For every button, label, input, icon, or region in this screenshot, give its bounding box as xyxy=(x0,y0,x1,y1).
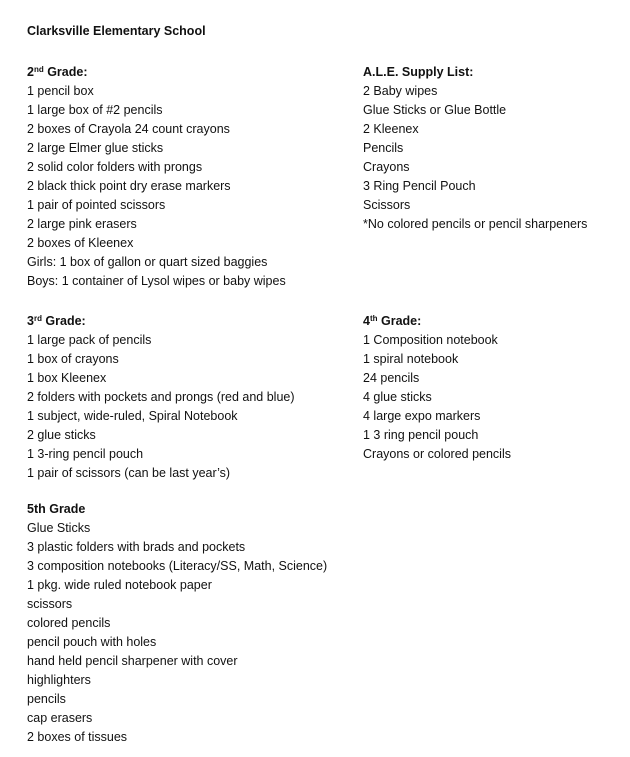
grade4-number: 4 xyxy=(363,314,370,328)
grade3-list xyxy=(27,331,295,483)
list-item: 4 large expo markers xyxy=(363,409,481,423)
list-item: 1 subject, wide-ruled, Spiral Notebook xyxy=(27,409,238,423)
grade2-label: Grade: xyxy=(43,65,88,79)
grade5-section xyxy=(27,500,327,747)
list-item: Glue Sticks or Glue Bottle xyxy=(363,103,507,117)
grade4-heading xyxy=(363,312,511,331)
grade5-heading: 5th Grade xyxy=(27,502,86,516)
list-item: 1 3 ring pencil pouch xyxy=(363,428,479,442)
grade2-heading xyxy=(27,63,286,82)
school-title: Clarksville Elementary School xyxy=(27,24,206,38)
list-item: Glue Sticks xyxy=(27,521,91,535)
list-item: 2 black thick point dry erase markers xyxy=(27,179,231,193)
grade2-suffix: nd xyxy=(33,65,44,74)
list-item: 2 large pink erasers xyxy=(27,217,137,231)
list-item: 2 Baby wipes xyxy=(363,84,438,98)
list-item: 1 box of crayons xyxy=(27,352,119,366)
grade4-label: Grade: xyxy=(377,314,422,328)
grade2-number: 2 xyxy=(27,65,34,79)
list-item: colored pencils xyxy=(27,616,111,630)
ale-list xyxy=(363,82,587,234)
list-item: pencil pouch with holes xyxy=(27,635,157,649)
list-item: 2 boxes of tissues xyxy=(27,730,128,744)
list-item: 1 3-ring pencil pouch xyxy=(27,447,144,461)
list-item: 2 glue sticks xyxy=(27,428,96,442)
list-item: 2 solid color folders with prongs xyxy=(27,160,203,174)
list-item: 3 Ring Pencil Pouch xyxy=(363,179,476,193)
list-item: Scissors xyxy=(363,198,411,212)
list-item: 2 large Elmer glue sticks xyxy=(27,141,164,155)
grade4-suffix: th xyxy=(369,314,378,323)
list-item: 3 plastic folders with brads and pockets xyxy=(27,540,246,554)
grade3-label: Grade: xyxy=(41,314,86,328)
grade2-section xyxy=(27,63,286,291)
list-item: highlighters xyxy=(27,673,91,687)
list-item: Boys: 1 container of Lysol wipes or baby wipes xyxy=(27,274,286,288)
list-item: 3 composition notebooks (Literacy/SS, Math, Science) xyxy=(27,559,328,573)
grade3-number: 3 xyxy=(27,314,34,328)
list-item: Crayons or colored pencils xyxy=(363,447,511,461)
list-item: 2 boxes of Kleenex xyxy=(27,236,134,250)
list-item: 2 Kleenex xyxy=(363,122,419,136)
list-item: 1 Composition notebook xyxy=(363,333,498,347)
list-item: pencils xyxy=(27,692,66,706)
list-item: 1 large box of #2 pencils xyxy=(27,103,163,117)
list-item: *No colored pencils or pencil sharpeners xyxy=(363,217,588,231)
ale-heading: A.L.E. Supply List: xyxy=(363,65,474,79)
list-item: 4 glue sticks xyxy=(363,390,432,404)
list-item: Girls: 1 box of gallon or quart sized baggies xyxy=(27,255,268,269)
grade3-section xyxy=(27,312,295,483)
grade4-section xyxy=(363,312,511,464)
list-item: cap erasers xyxy=(27,711,93,725)
list-item: 1 pencil box xyxy=(27,84,94,98)
list-item: 1 pair of pointed scissors xyxy=(27,198,166,212)
list-item: Crayons xyxy=(363,160,410,174)
grade5-list xyxy=(27,519,327,747)
list-item: 1 spiral notebook xyxy=(363,352,459,366)
list-item: 1 pair of scissors (can be last year’s) xyxy=(27,466,231,480)
list-item: 1 box Kleenex xyxy=(27,371,107,385)
list-item: 2 folders with pockets and prongs (red and blue) xyxy=(27,390,295,404)
list-item: Pencils xyxy=(363,141,404,155)
grade3-heading xyxy=(27,312,295,331)
list-item: scissors xyxy=(27,597,73,611)
ale-section xyxy=(363,63,587,234)
list-item: 24 pencils xyxy=(363,371,420,385)
grade3-suffix: rd xyxy=(33,314,42,323)
list-item: 2 boxes of Crayola 24 count crayons xyxy=(27,122,230,136)
grade2-list xyxy=(27,82,286,291)
list-item: 1 pkg. wide ruled notebook paper xyxy=(27,578,212,592)
grade4-list xyxy=(363,331,511,464)
list-item: hand held pencil sharpener with cover xyxy=(27,654,238,668)
list-item: 1 large pack of pencils xyxy=(27,333,152,347)
